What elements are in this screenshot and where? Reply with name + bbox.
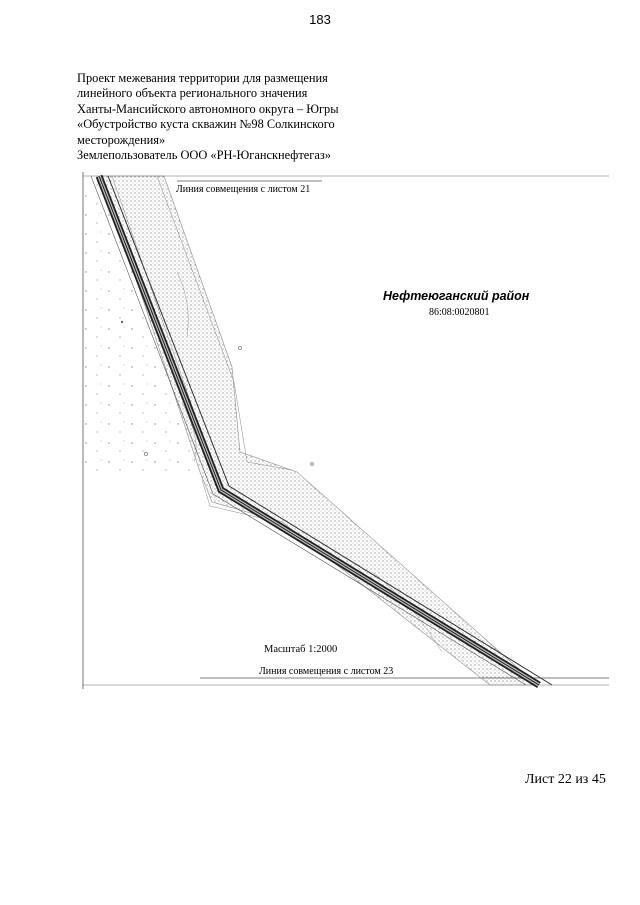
map-symbol [121,321,123,323]
header-line: Проект межевания территории для размещения [77,71,328,85]
region-name: Нефтеюганский район [383,289,530,303]
header-line: Ханты-Мансийского автономного округа – Югры [77,101,339,116]
match-line-bottom-label: Линия совмещения с листом 23 [259,666,394,677]
header-line: Землепользователь ООО «РН-Юганскнефтегаз» [77,148,331,163]
cadastral-number: 86:08:0020801 [429,307,490,318]
sheet-number: Лист 22 из 45 [525,772,606,787]
header-line: месторождения» [77,132,166,147]
map-symbol [238,346,241,349]
map-drawing [82,172,609,689]
map-symbol [311,463,314,466]
header-line: линейного объекта регионального значения [77,86,308,101]
document-header [77,71,377,163]
map-graphic [82,172,609,689]
header-line: «Обустройство куста скважин №98 Солкинского [77,117,335,132]
page-number: 183 [309,12,331,27]
match-line-top-label: Линия совмещения с листом 21 [176,184,311,195]
scale-label: Масштаб 1:2000 [264,644,338,655]
